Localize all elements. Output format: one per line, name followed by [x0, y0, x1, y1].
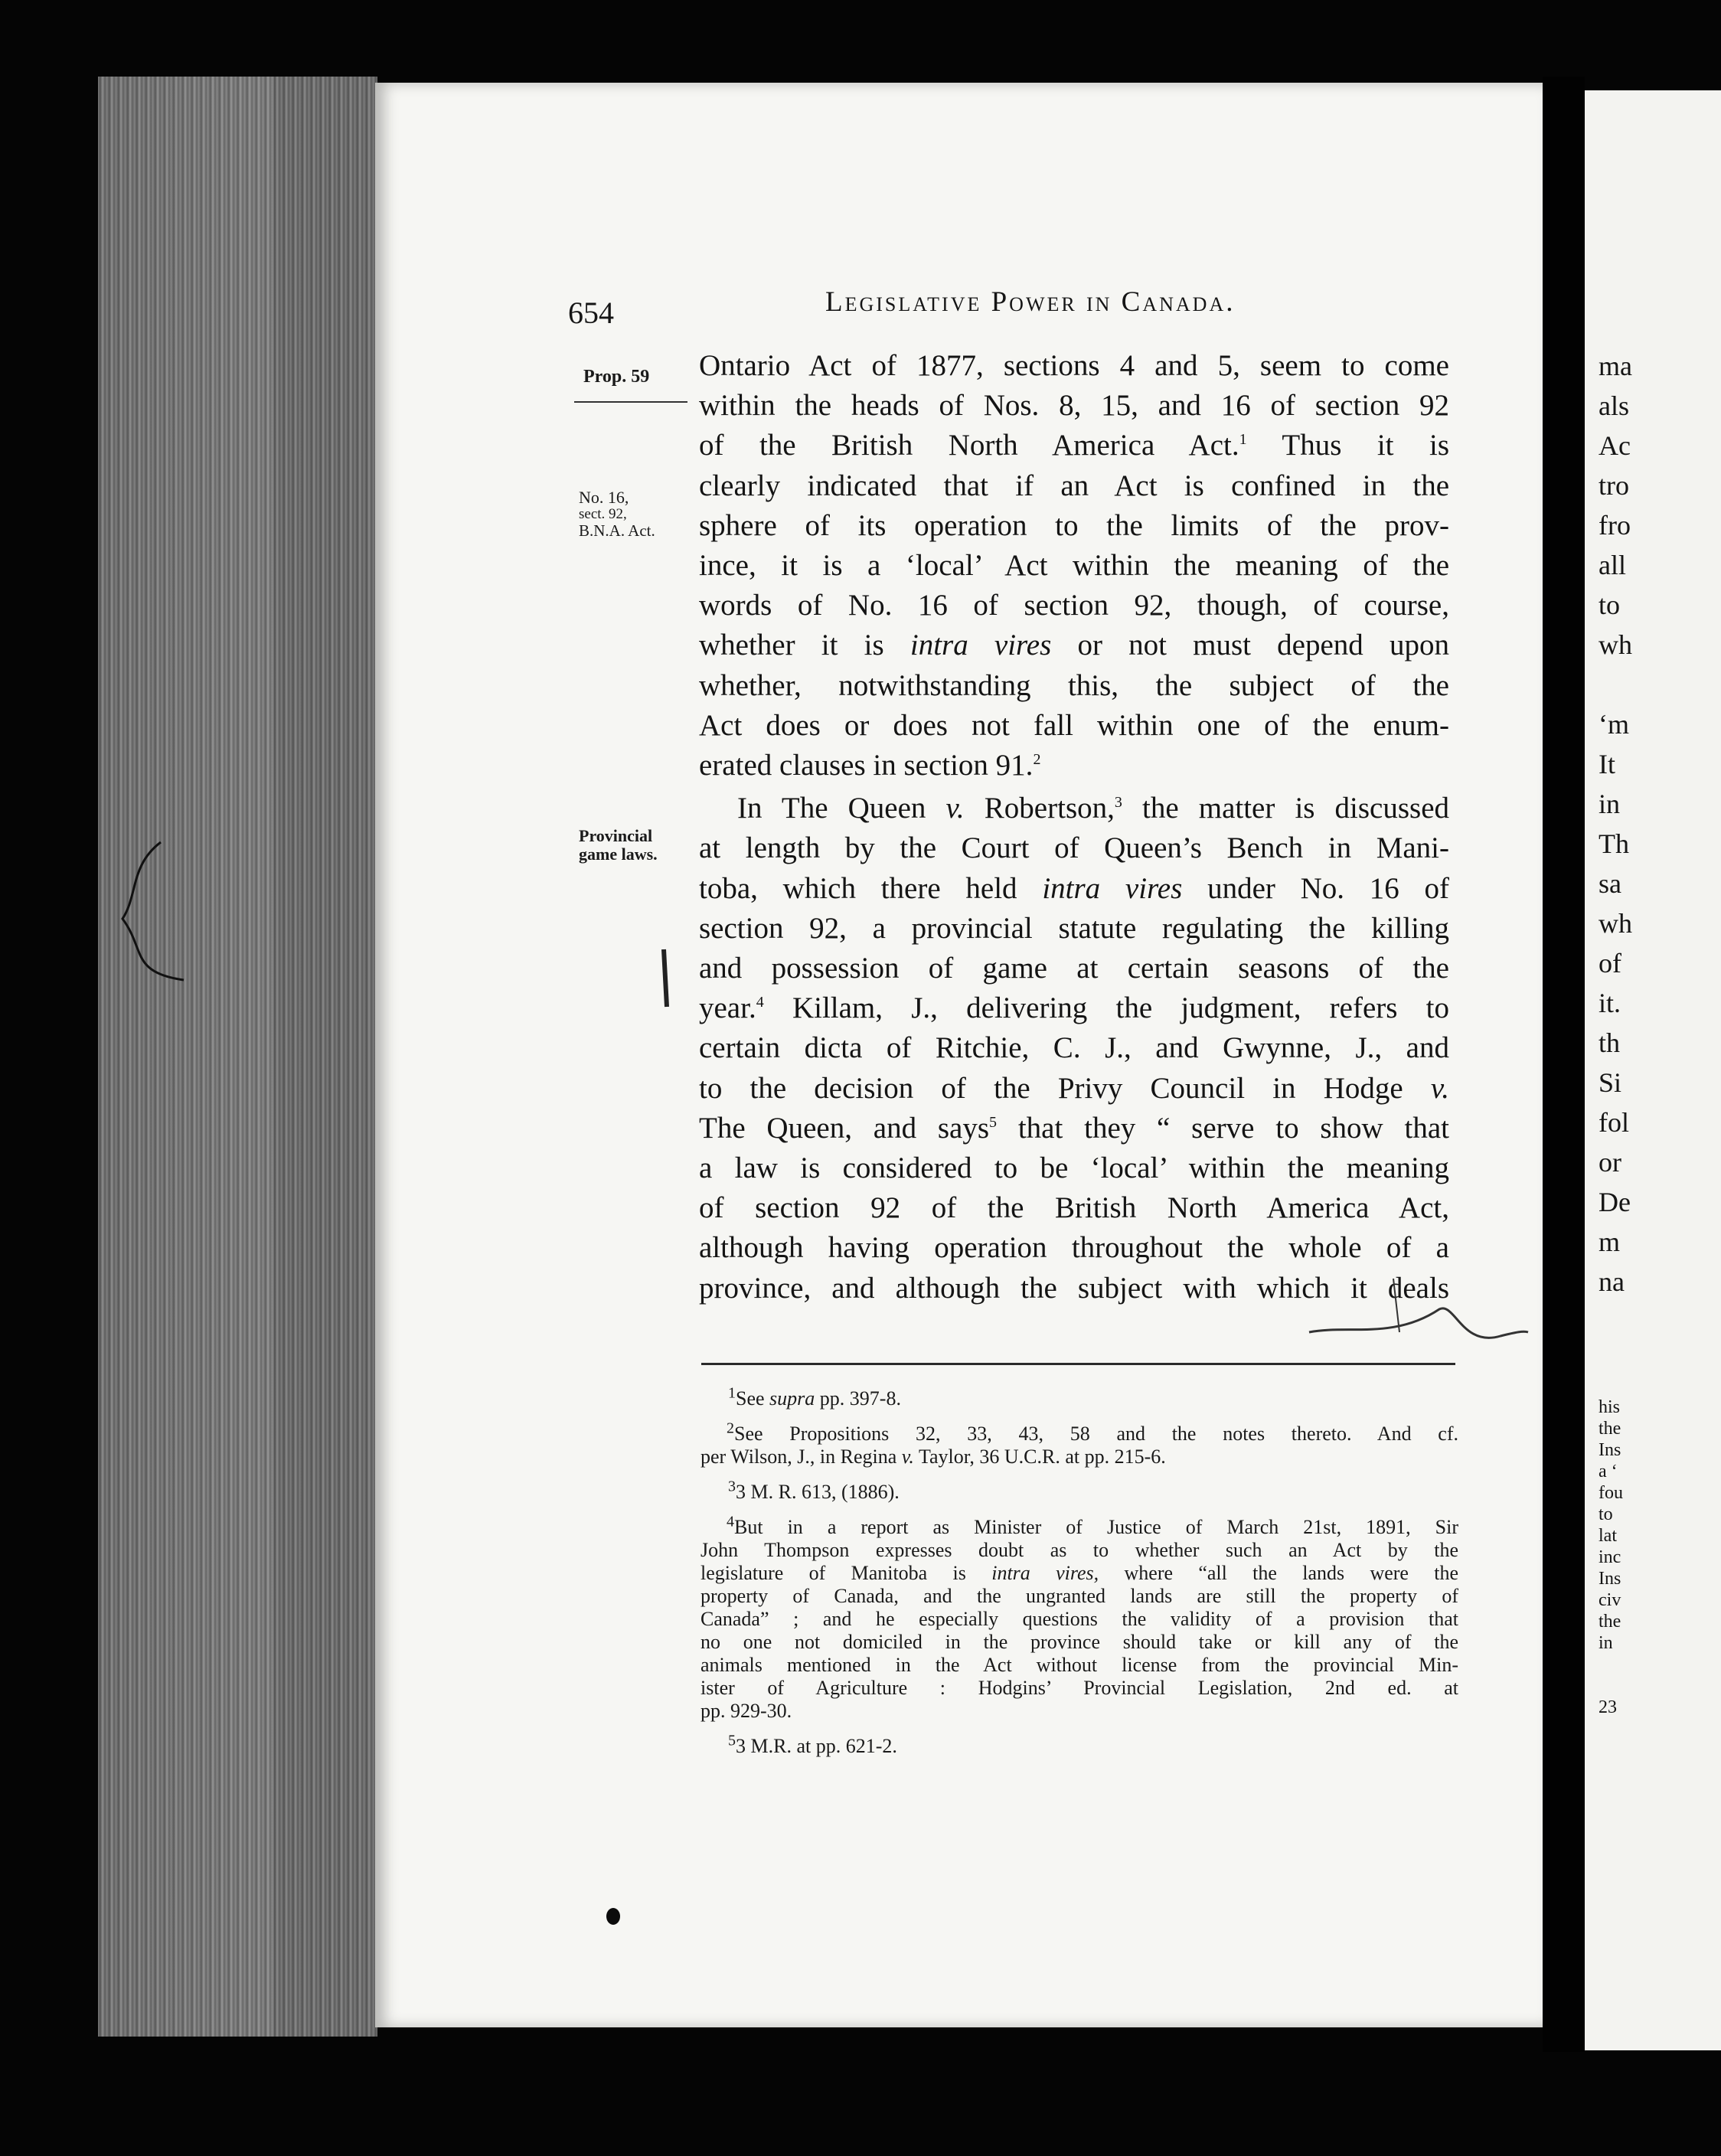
- right-page-line: Ac: [1599, 430, 1631, 461]
- text-run: that they “ serve to show that: [1017, 1111, 1449, 1145]
- footnote-mark: 1: [728, 1384, 736, 1402]
- text-run: to the decision of the Privy Council in Hodge: [699, 1071, 1403, 1105]
- text-line: [699, 869, 1449, 909]
- text-run: under No. 16 of: [1207, 871, 1450, 905]
- right-page-line: als: [1599, 390, 1629, 421]
- right-page-footnotes: [1599, 1396, 1623, 1718]
- footnote-line: animals mentioned in the Act without license from the provincial Min-: [700, 1654, 1458, 1676]
- right-page-foot-line: fou: [1599, 1483, 1623, 1503]
- right-page-foot-line: his: [1599, 1397, 1621, 1417]
- text-line: [699, 626, 1449, 665]
- italic-run: supra: [769, 1387, 815, 1410]
- text-run: of the British North America Act.: [699, 429, 1239, 462]
- footnote-mark: 3: [728, 1478, 736, 1495]
- right-page-foot-line: Ins: [1599, 1440, 1621, 1460]
- margin-note-prop: Prop. 59: [583, 367, 650, 387]
- text-line: words of No. 16 of section 92, though, of course,: [699, 589, 1449, 622]
- margin-note-game-line: game laws.: [579, 844, 658, 864]
- right-page-line: m: [1599, 1227, 1621, 1257]
- text-line: whether, notwithstanding this, the subject of the: [699, 668, 1449, 702]
- right-page-line: in: [1599, 789, 1621, 819]
- text-line: Ontario Act of 1877, sections 4 and 5, seem to come: [699, 349, 1449, 382]
- text-line: province, and although the subject with which it deals: [699, 1271, 1449, 1305]
- right-page-foot-line: a ‘: [1599, 1462, 1618, 1481]
- footnote-line: John Thompson expresses doubt as to whether such an Act by the: [700, 1539, 1458, 1561]
- right-page-line: ‘m: [1599, 709, 1629, 740]
- right-page-foot-line: Ins: [1599, 1569, 1621, 1589]
- footnote-mark: 5: [728, 1732, 736, 1749]
- italic-run: v.: [901, 1446, 914, 1468]
- text-line: [699, 746, 1449, 786]
- footnote-line: property of Canada, and the ungranted lands are still the property of: [700, 1585, 1458, 1607]
- text-line: within the heads of Nos. 8, 15, and 16 of section 92: [699, 389, 1449, 423]
- italic-run: intra vires,: [991, 1562, 1099, 1584]
- footnote-2: [700, 1419, 1458, 1468]
- right-page-foot-line: civ: [1599, 1590, 1621, 1610]
- margin-note-no16-line: B.N.A. Act.: [579, 521, 655, 540]
- right-page-foot-line: lat: [1599, 1526, 1617, 1546]
- running-title: Legislative Power in Canada.: [825, 286, 1236, 318]
- right-page-line: na: [1599, 1266, 1625, 1297]
- italic-run: intra vires: [909, 629, 1052, 662]
- right-page-foot-line: inc: [1599, 1547, 1621, 1567]
- italic-run: v.: [945, 792, 965, 825]
- text-run: Killam, J., delivering the judgment, refers to: [792, 991, 1449, 1025]
- text-run: pp. 397-8.: [819, 1387, 901, 1410]
- text-line: sphere of its operation to the limits of the prov-: [699, 508, 1449, 542]
- footnote-ref: 1: [1239, 431, 1247, 449]
- right-page-line: tro: [1599, 470, 1629, 501]
- text-line: [699, 988, 1449, 1028]
- footnote-ref: 2: [1033, 751, 1041, 769]
- margin-note-no16-line: No. 16,: [579, 488, 629, 507]
- body-text: [699, 346, 1449, 1308]
- text-line: of section 92 of the British North America Act,: [699, 1191, 1449, 1225]
- paragraph-1: [699, 346, 1449, 786]
- right-page-foot-line: to: [1599, 1504, 1613, 1524]
- footnote-line: [700, 1446, 1458, 1468]
- page-number: 654: [568, 296, 614, 330]
- footnote-line: pp. 929-30.: [700, 1700, 792, 1722]
- pencil-edge-mark: [115, 835, 199, 988]
- right-page-line: [1599, 665, 1632, 704]
- page-edges: [98, 77, 377, 2037]
- footnote-rule: [701, 1363, 1455, 1365]
- footnote-line: [700, 1513, 1458, 1539]
- right-page-line: of: [1599, 948, 1621, 978]
- footnote-5: [700, 1732, 1458, 1758]
- text-run: toba, which there held: [699, 871, 1017, 905]
- text-line: and possession of game at certain seasons of the: [699, 952, 1449, 985]
- footnote-ref: 4: [756, 994, 764, 1011]
- margin-rule: [574, 401, 687, 403]
- text-line: Act does or does not fall within one of the enum-: [699, 708, 1449, 742]
- right-page-line: wh: [1599, 908, 1632, 939]
- right-page-line: fro: [1599, 510, 1631, 541]
- footnote-3: [700, 1478, 1458, 1504]
- text-run: where “all the lands were the: [1124, 1562, 1459, 1584]
- text-run: In The Queen: [737, 792, 926, 825]
- margin-note-no16-line: sect. 92,: [579, 506, 627, 522]
- footnote-line: [700, 1562, 1458, 1585]
- pencil-margin-mark: [655, 946, 678, 1014]
- margin-note-game-line: Provincial: [579, 826, 653, 845]
- right-page-foot-line: [1599, 1675, 1623, 1697]
- right-page-foot-line: in: [1599, 1633, 1613, 1653]
- text-run: or not must depend upon: [1077, 629, 1449, 662]
- text-run: See Propositions 32, 33, 43, 58 and the notes thereto. And cf.: [734, 1423, 1458, 1445]
- footnote-4: [700, 1513, 1459, 1723]
- footnote-mark: 2: [727, 1419, 734, 1437]
- footnote-ref: 5: [989, 1113, 998, 1131]
- text-line: [699, 1109, 1449, 1148]
- text-run: But in a report as Minister of Justice of March 21st, 1891, Sir: [734, 1516, 1458, 1538]
- text-run: the matter is discussed: [1141, 792, 1450, 825]
- text-line: clearly indicated that if an Act is confined in the: [699, 469, 1449, 502]
- text-run: Taylor, 36 U.C.R. at pp. 215-6.: [918, 1446, 1166, 1468]
- text-line: [699, 426, 1449, 466]
- right-page-text: [1599, 346, 1632, 1302]
- right-page-line: or: [1599, 1147, 1621, 1178]
- text-line: certain dicta of Ritchie, C. J., and Gwynne, J., and: [699, 1031, 1449, 1065]
- text-line: [699, 789, 1449, 828]
- text-run: legislature of Manitoba is: [700, 1562, 966, 1584]
- text-run: per Wilson, J., in Regina: [700, 1446, 897, 1468]
- margin-note-no16: [579, 488, 655, 539]
- right-page-line: to: [1599, 590, 1621, 620]
- footnote-ref: 3: [1114, 794, 1122, 812]
- text-run: 3 M. R. 613, (1886).: [736, 1481, 900, 1503]
- paragraph-2: [699, 789, 1449, 1308]
- text-run: whether it is: [699, 629, 884, 662]
- right-page-line: it.: [1599, 988, 1621, 1018]
- right-page-line: It: [1599, 749, 1615, 779]
- text-line: [699, 1069, 1449, 1109]
- book-gutter: [1543, 77, 1585, 2052]
- footnotes: [700, 1384, 1459, 1770]
- text-run: See: [736, 1387, 765, 1410]
- text-run: 3 M.R. at pp. 621-2.: [736, 1735, 897, 1757]
- footnote-line: Canada” ; and he especially questions the validity of a provision that: [700, 1608, 1458, 1630]
- text-run: Robertson,: [984, 792, 1115, 825]
- footnote-mark: 4: [727, 1513, 734, 1530]
- right-page-foot-line: the: [1599, 1612, 1621, 1632]
- right-page-line: all: [1599, 550, 1626, 580]
- footnote-1: [700, 1384, 1458, 1410]
- text-run: The Queen, and says: [699, 1111, 990, 1145]
- right-page-line: wh: [1599, 629, 1632, 660]
- footnote-line: ister of Agriculture : Hodgins’ Provincial Legislation, 2nd ed. at: [700, 1677, 1458, 1699]
- pencil-annotation-mark: [1301, 1263, 1531, 1355]
- right-page-line: ma: [1599, 351, 1632, 381]
- text-line: although having operation throughout the whole of a: [699, 1231, 1449, 1265]
- text-line: section 92, a provincial statute regulating the killing: [699, 911, 1449, 945]
- ink-dot: [606, 1908, 620, 1925]
- right-page-foot-line: 23: [1599, 1697, 1617, 1717]
- text-run: Thus it is: [1282, 429, 1449, 462]
- text-line: a law is considered to be ‘local’ within the meaning: [699, 1152, 1449, 1185]
- right-page-line: sa: [1599, 868, 1621, 899]
- text-line: at length by the Court of Queen’s Bench in Mani-: [699, 831, 1449, 865]
- right-page-line: Si: [1599, 1067, 1622, 1098]
- margin-note-game: [579, 827, 658, 864]
- right-page-line: Th: [1599, 828, 1629, 859]
- right-page-foot-line: [1599, 1654, 1623, 1675]
- footnote-line: no one not domiciled in the province should take or kill any of the: [700, 1631, 1458, 1653]
- text-run: erated clauses in section 91.: [699, 749, 1034, 782]
- italic-run: v.: [1430, 1071, 1450, 1105]
- text-run: year.: [699, 991, 756, 1025]
- right-page-line: th: [1599, 1027, 1621, 1058]
- text-line: ince, it is a ‘local’ Act within the meaning of the: [699, 549, 1449, 583]
- right-page-foot-line: the: [1599, 1419, 1621, 1439]
- italic-run: intra vires: [1042, 871, 1183, 905]
- right-page-line: De: [1599, 1187, 1631, 1217]
- footnote-line: [700, 1419, 1458, 1446]
- right-page-line: fol: [1599, 1107, 1629, 1138]
